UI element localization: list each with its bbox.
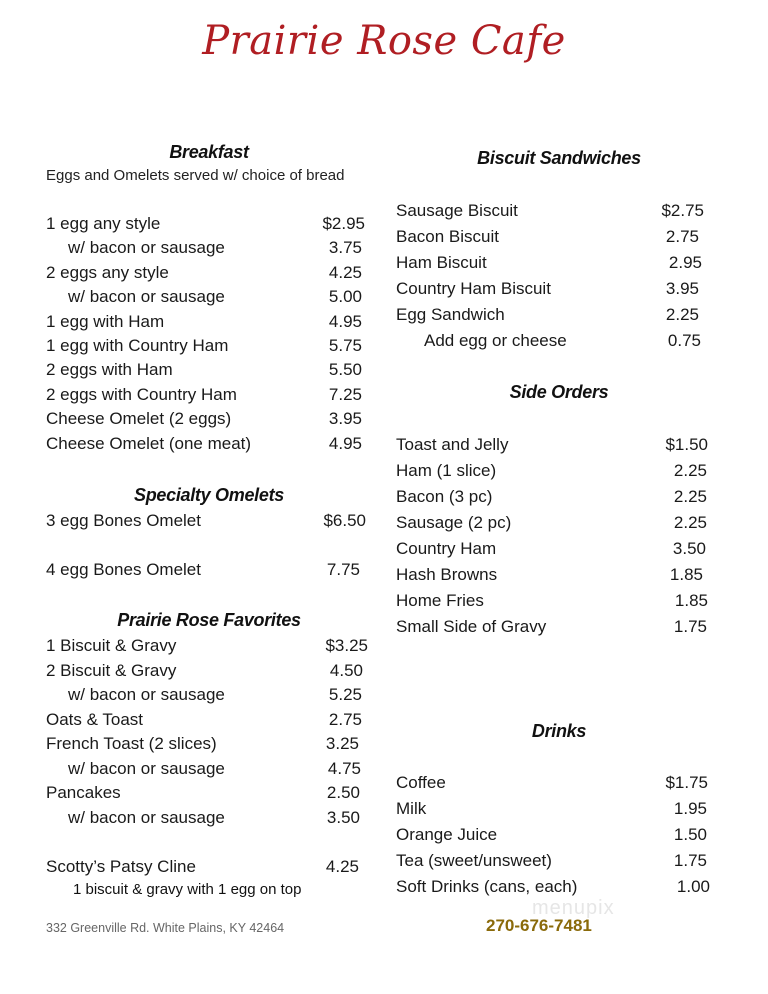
menu-item: Toast and Jelly $1.50: [396, 435, 708, 454]
address: 332 Greenville Rd. White Plains, KY 42464: [46, 921, 285, 935]
menu-item: 2 Biscuit & Gravy 4.50: [46, 661, 363, 680]
menu-item: 1 egg with Country Ham 5.75: [46, 336, 362, 355]
menu-item: Milk 1.95: [396, 799, 707, 818]
breakfast-subheading: Eggs and Omelets served w/ choice of bread: [46, 167, 345, 184]
biscuit-heading: Biscuit Sandwiches: [477, 148, 641, 168]
watermark: menupix: [532, 897, 615, 919]
restaurant-title: Prairie Rose Cafe: [202, 18, 566, 64]
menu-item: Soft Drinks (cans, each) 1.00: [396, 877, 710, 896]
menu-item: 1 egg with Ham 4.95: [46, 312, 362, 331]
menu-item: Hash Browns 1.85: [396, 565, 703, 584]
drinks-heading: Drinks: [531, 721, 587, 741]
menu-item: Cheese Omelet (2 eggs) 3.95: [46, 409, 362, 428]
menu-item: w/ bacon or sausage 3.50: [68, 808, 360, 827]
menu-item: Add egg or cheese 0.75: [424, 331, 701, 350]
menu-item: w/ bacon or sausage 4.75: [68, 759, 361, 778]
menu-item: Bacon Biscuit 2.75: [396, 227, 699, 246]
menu-item: w/ bacon or sausage 3.75: [68, 238, 362, 257]
menu-item: Sausage (2 pc) 2.25: [396, 513, 707, 532]
menu-item: Scotty’s Patsy Cline 4.25: [46, 857, 359, 876]
item-note: 1 biscuit & gravy with 1 egg on top: [73, 881, 302, 898]
menu-item: Home Fries 1.85: [396, 591, 708, 610]
menu-item: Small Side of Gravy 1.75: [396, 617, 707, 636]
menu-item: Pancakes 2.50: [46, 783, 360, 802]
menu-item: Sausage Biscuit $2.75: [396, 201, 704, 220]
menu-item: w/ bacon or sausage 5.00: [68, 287, 362, 306]
menu-item: 4 egg Bones Omelet 7.75: [46, 560, 360, 579]
menu-item: 2 eggs with Ham 5.50: [46, 360, 362, 379]
specialty-heading: Specialty Omelets: [134, 485, 284, 505]
menu-item: 2 eggs any style 4.25: [46, 263, 362, 282]
menu-item: Ham Biscuit 2.95: [396, 253, 702, 272]
favorites-heading: Prairie Rose Favorites: [117, 610, 301, 630]
menu-item: Egg Sandwich 2.25: [396, 305, 699, 324]
menu-item: 2 eggs with Country Ham 7.25: [46, 385, 362, 404]
menu-item: Oats & Toast 2.75: [46, 710, 362, 729]
menu-item: 1 egg any style $2.95: [46, 214, 365, 233]
breakfast-heading: Breakfast: [169, 142, 249, 162]
menu-item: Country Ham Biscuit 3.95: [396, 279, 699, 298]
menu-item: 1 Biscuit & Gravy $3.25: [46, 636, 368, 655]
phone-number: 270-676-7481: [486, 916, 592, 935]
menu-item: Cheese Omelet (one meat) 4.95: [46, 434, 362, 453]
menu-item: Ham (1 slice) 2.25: [396, 461, 707, 480]
menu-item: Coffee $1.75: [396, 773, 708, 792]
menu-item: Orange Juice 1.50: [396, 825, 707, 844]
menu-item: Bacon (3 pc) 2.25: [396, 487, 707, 506]
menu-item: w/ bacon or sausage 5.25: [68, 685, 362, 704]
menu-item: French Toast (2 slices) 3.25: [46, 734, 359, 753]
menu-item: 3 egg Bones Omelet $6.50: [46, 511, 366, 530]
menu-item: Tea (sweet/unsweet) 1.75: [396, 851, 707, 870]
menu-item: Country Ham 3.50: [396, 539, 706, 558]
sides-heading: Side Orders: [509, 382, 609, 402]
